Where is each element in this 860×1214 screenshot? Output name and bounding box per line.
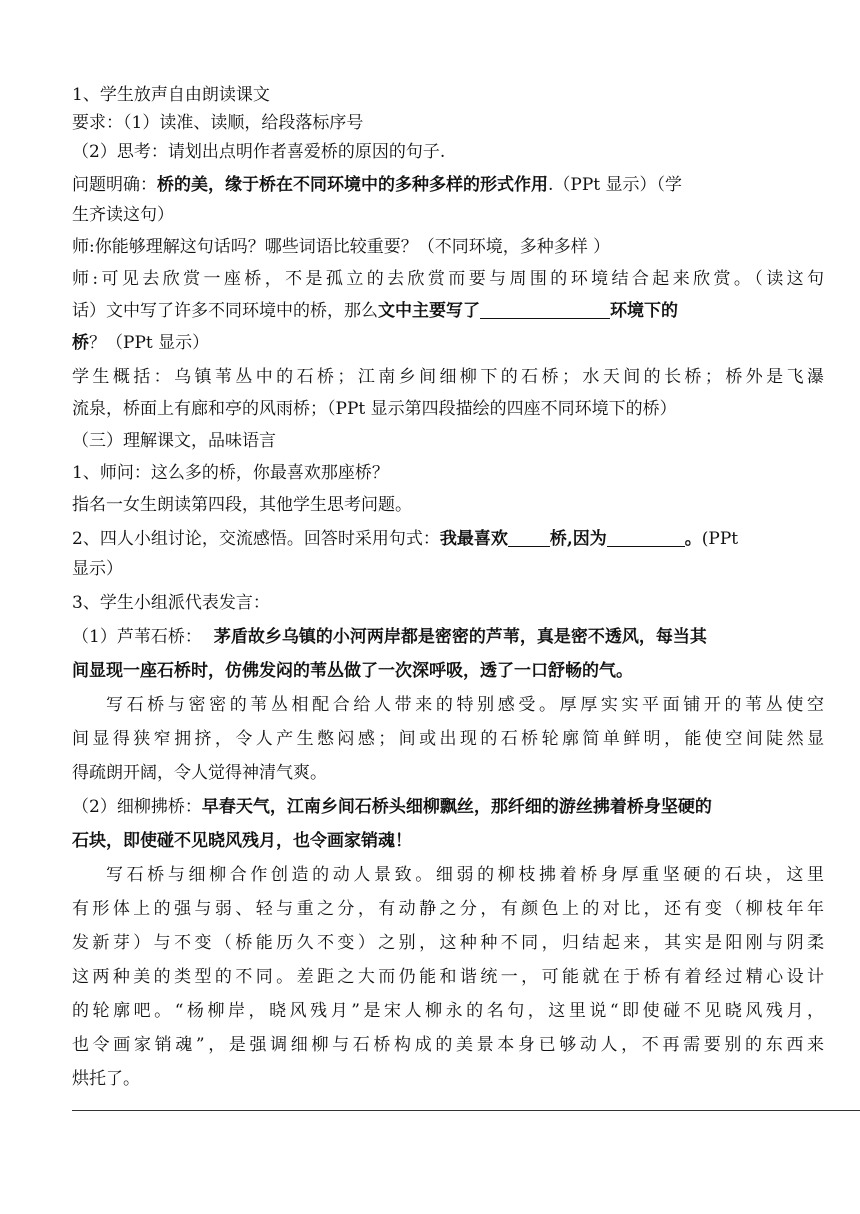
ppt-note: (PPt (701, 529, 739, 549)
quote: 早春天气，江南乡间石桥头细柳飘丝，那纤细的游丝拂着桥身坚硬的 (201, 797, 712, 817)
analysis-line: 这两种美的类型的不同。差距之大而仍能和谐统一，可能就在于桥有着经过精心设计 (72, 967, 824, 987)
bold-prompt: 。 (684, 529, 702, 549)
section-heading: （三）理解课文，品味语言 (72, 431, 276, 451)
ppt-note: ？（PPt 显示） (89, 333, 210, 353)
text-line: 生齐读这句） (72, 205, 174, 225)
text-span: 2、四人小组讨论，交流感悟。回答时采用句式： (72, 529, 440, 549)
bold-prompt: 我最喜欢 (439, 529, 508, 549)
analysis-line: 得疏朗开阔，令人觉得神清气爽。 (72, 763, 327, 783)
bridge-2-heading (72, 790, 824, 824)
analysis-line: 写石桥与细柳合作创造的动人景致。细弱的柳枝拂着桥身厚重坚硬的石块，这里 (106, 865, 824, 885)
analysis-line: 也令画家销魂”，是强调细柳与石桥构成的美景本身已够动人，不再需要别的东西来 (72, 1035, 824, 1055)
question-clarify-line (72, 168, 824, 202)
requirement-1: 要求：（1）读准、读顺，给段落标序号 (72, 113, 364, 133)
quote-line (72, 654, 824, 688)
step-1-heading: 1、学生放声自由朗读课文 (72, 85, 270, 105)
bold-prompt-end: 环境下的 (610, 301, 678, 321)
text-span: 话）文中写了许多不同环境中的桥，那么 (72, 301, 378, 321)
footer-divider (72, 1110, 860, 1111)
text-line: 指名一女生朗读第四段，其他学生思考问题。 (72, 495, 412, 515)
analysis-line: 写石桥与密密的苇丛相配合给人带来的特别感受。厚厚实实平面铺开的苇丛使空 (106, 695, 824, 715)
bold-prompt: 文中主要写了 (378, 301, 480, 321)
answer-blank[interactable] (607, 524, 685, 547)
bold-word: 桥 (72, 333, 89, 353)
quote: 石块，即使碰不见晓风残月，也令画家销魂！ (72, 831, 412, 851)
step-3-heading: 3、学生小组派代表发言： (72, 593, 270, 613)
teacher-question: 师:你能够理解这句话吗？哪些词语比较重要？（不同环境，多种多样 ） (72, 237, 611, 257)
label: （2）细柳拂桥： (72, 797, 202, 817)
analysis-line: 烘托了。 (72, 1069, 140, 1089)
ppt-note: .（PPt 显示）（学 (548, 175, 683, 195)
answer-blank[interactable] (508, 524, 550, 547)
analysis-line: 间显得狭窄拥挤，令人产生憋闷感；间或出现的石桥轮廓简单鲜明，能使空间陡然显 (72, 729, 824, 749)
requirement-2: （2）思考：请划出点明作者喜爱桥的原因的句子. (72, 142, 446, 162)
analysis-line: 有形体上的强与弱、轻与重之分，有动静之分，有颜色上的对比，还有变（柳枝年年 (72, 899, 824, 919)
analysis-line: 发新芽）与不变（桥能历久不变）之别，这种种不同，归结起来，其实是阳刚与阴柔 (72, 933, 824, 953)
text-line: 流泉，桥面上有廊和亭的风雨桥；（PPt 显示第四段描绘的四座不同环境下的桥） (72, 399, 677, 419)
text-line: 显示） (72, 559, 123, 579)
teacher-remark: 师:可见去欣赏一座桥，不是孤立的去欣赏而要与周围的环境结合起来欣赏。（读这句 (72, 269, 824, 289)
discussion-line (72, 522, 824, 556)
quote: 茅盾故乡乌镇的小河两岸都是密密的芦苇，真是密不透风，每当其 (213, 627, 707, 647)
label: 问题明确： (72, 175, 157, 195)
answer-blank[interactable] (480, 296, 610, 319)
key-sentence: 桥的美，缘于桥在不同环境中的多种多样的形式作用 (157, 175, 548, 195)
quote-line (72, 824, 824, 858)
analysis-line: 的轮廓吧。“杨柳岸，晓风残月”是宋人柳永的名句，这里说“即使碰不见晓风残月， (72, 1001, 824, 1021)
bold-prompt: 桥,因为 (549, 529, 607, 549)
student-summary: 学生概括：乌镇苇丛中的石桥；江南乡间细柳下的石桥；水天间的长桥；桥外是飞瀑 (72, 367, 824, 387)
quote: 间显现一座石桥时，仿佛发闷的苇丛做了一次深呼吸，透了一口舒畅的气。 (72, 661, 633, 681)
bridge-1-heading (72, 620, 824, 654)
fill-blank-line (72, 294, 824, 328)
text-line (72, 326, 824, 360)
teacher-question: 1、师问：这么多的桥，你最喜欢那座桥？ (72, 463, 389, 483)
label: （1）芦苇石桥： (72, 627, 202, 647)
